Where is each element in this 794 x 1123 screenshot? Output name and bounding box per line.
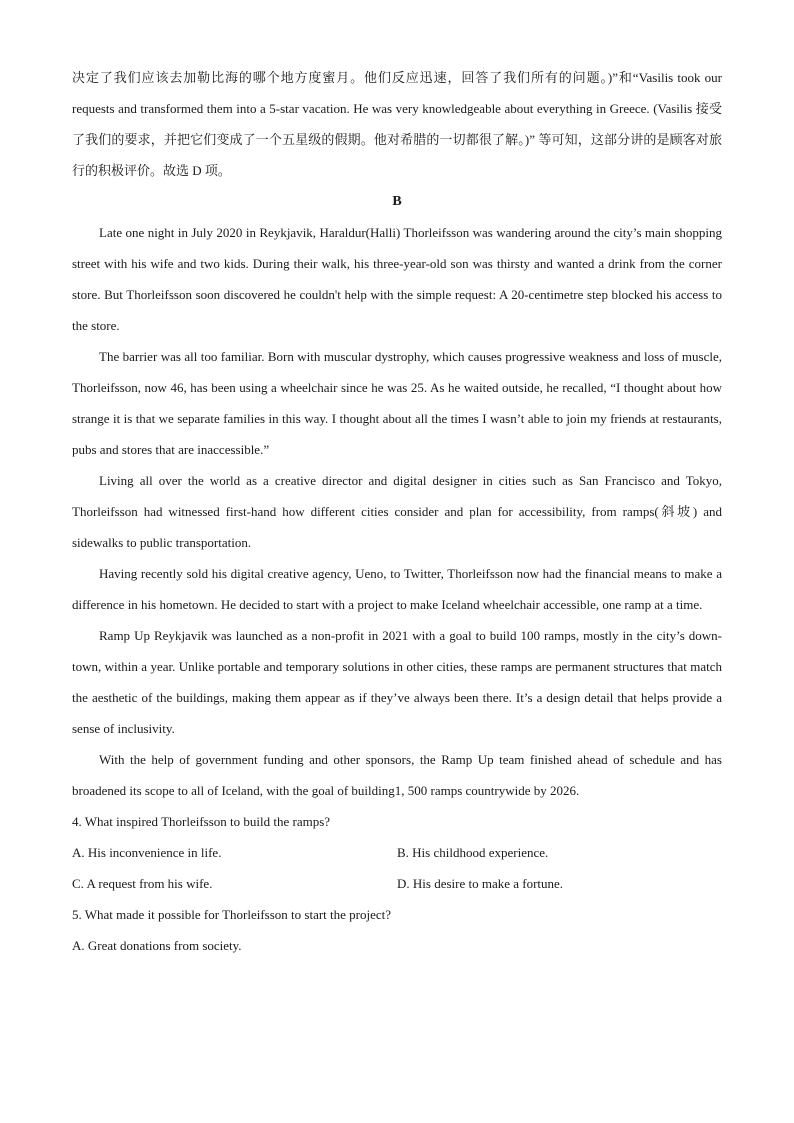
passage-paragraph-1: Late one night in July 2020 in Reykjavik, Haraldur(Halli) Thorleifsson was wandering around the city’s main shopping street with his wife and two kids. During their walk, his three-year-old son was thirsty and wanted a drink from the corner store. But Thorleifsson soon discovered he couldn't help with the simple request: A 20-centimetre step blocked his access to the store. [72,225,722,333]
question-4-option-c: C. A request from his wife. [72,876,213,891]
question-4-option-b: B. His childhood experience. [397,845,549,860]
passage-paragraph-5: Ramp Up Reykjavik was launched as a non-profit in 2021 with a goal to build 100 ramps, mostly in the city’s down-town, within a year. Unlike portable and temporary solutions in other cities, these ramps are permanent structures that match the aesthetic of the buildings, making them appear as if they’ve always been there. It’s a design detail that helps provide a sense of inclusivity. [72,628,722,736]
passage-paragraph-3: Living all over the world as a creative director and digital designer in cities such as San Francisco and Tokyo, Thorleifsson had witnessed first-hand how different cities consider and plan for accessibility, from ramps(斜坡) and sidewalks to public transportation. [72,473,722,550]
passage-paragraph-6: With the help of government funding and other sponsors, the Ramp Up team finished ahead of schedule and has broadened its scope to all of Iceland, with the goal of building1, 500 ramps countrywide by 2026. [72,752,722,798]
question-4-option-a: A. His inconvenience in life. [72,845,222,860]
question-5-stem: 5. What made it possible for Thorleifsson to start the project? [72,907,392,922]
question-5-option-a: A. Great donations from society. [72,938,242,953]
question-4 [72,806,722,899]
passage-paragraph-4: Having recently sold his digital creative agency, Ueno, to Twitter, Thorleifsson now had the financial means to make a difference in his hometown. He decided to start with a project to make Iceland wheelchair accessible, one ramp at a time. [72,566,722,612]
question-4-stem: 4. What inspired Thorleifsson to build the ramps? [72,814,331,829]
passage-paragraph-2: The barrier was all too familiar. Born with muscular dystrophy, which causes progressive weakness and loss of muscle, Thorleifsson, now 46, has been using a wheelchair since he was 25. As he waited outside, he recalled, “I thought about how strange it is that we separate families in this way. I thought about all the times I wasn’t able to join my friends at restaurants, pubs and stores that are inaccessible.” [72,349,722,457]
document-page [72,62,722,961]
intro-paragraph: 决定了我们应该去加勒比海的哪个地方度蜜月。他们反应迅速，回答了我们所有的问题。)”和“Vasilis took our requests and transformed them into a 5-star vacation. He was very knowledgeable about everything in Greece. (Vasilis 接受了我们的要求，并把它们变成了一个五星级的假期。他对希腊的一切都很了解。)” 等可知，这部分讲的是顾客对旅行的积极评价。故选 D 项。 [72,70,722,178]
question-5 [72,899,722,961]
question-4-option-d: D. His desire to make a fortune. [397,876,564,891]
question-5-options [72,930,722,961]
question-4-options [72,837,722,899]
section-title: B [392,194,402,209]
